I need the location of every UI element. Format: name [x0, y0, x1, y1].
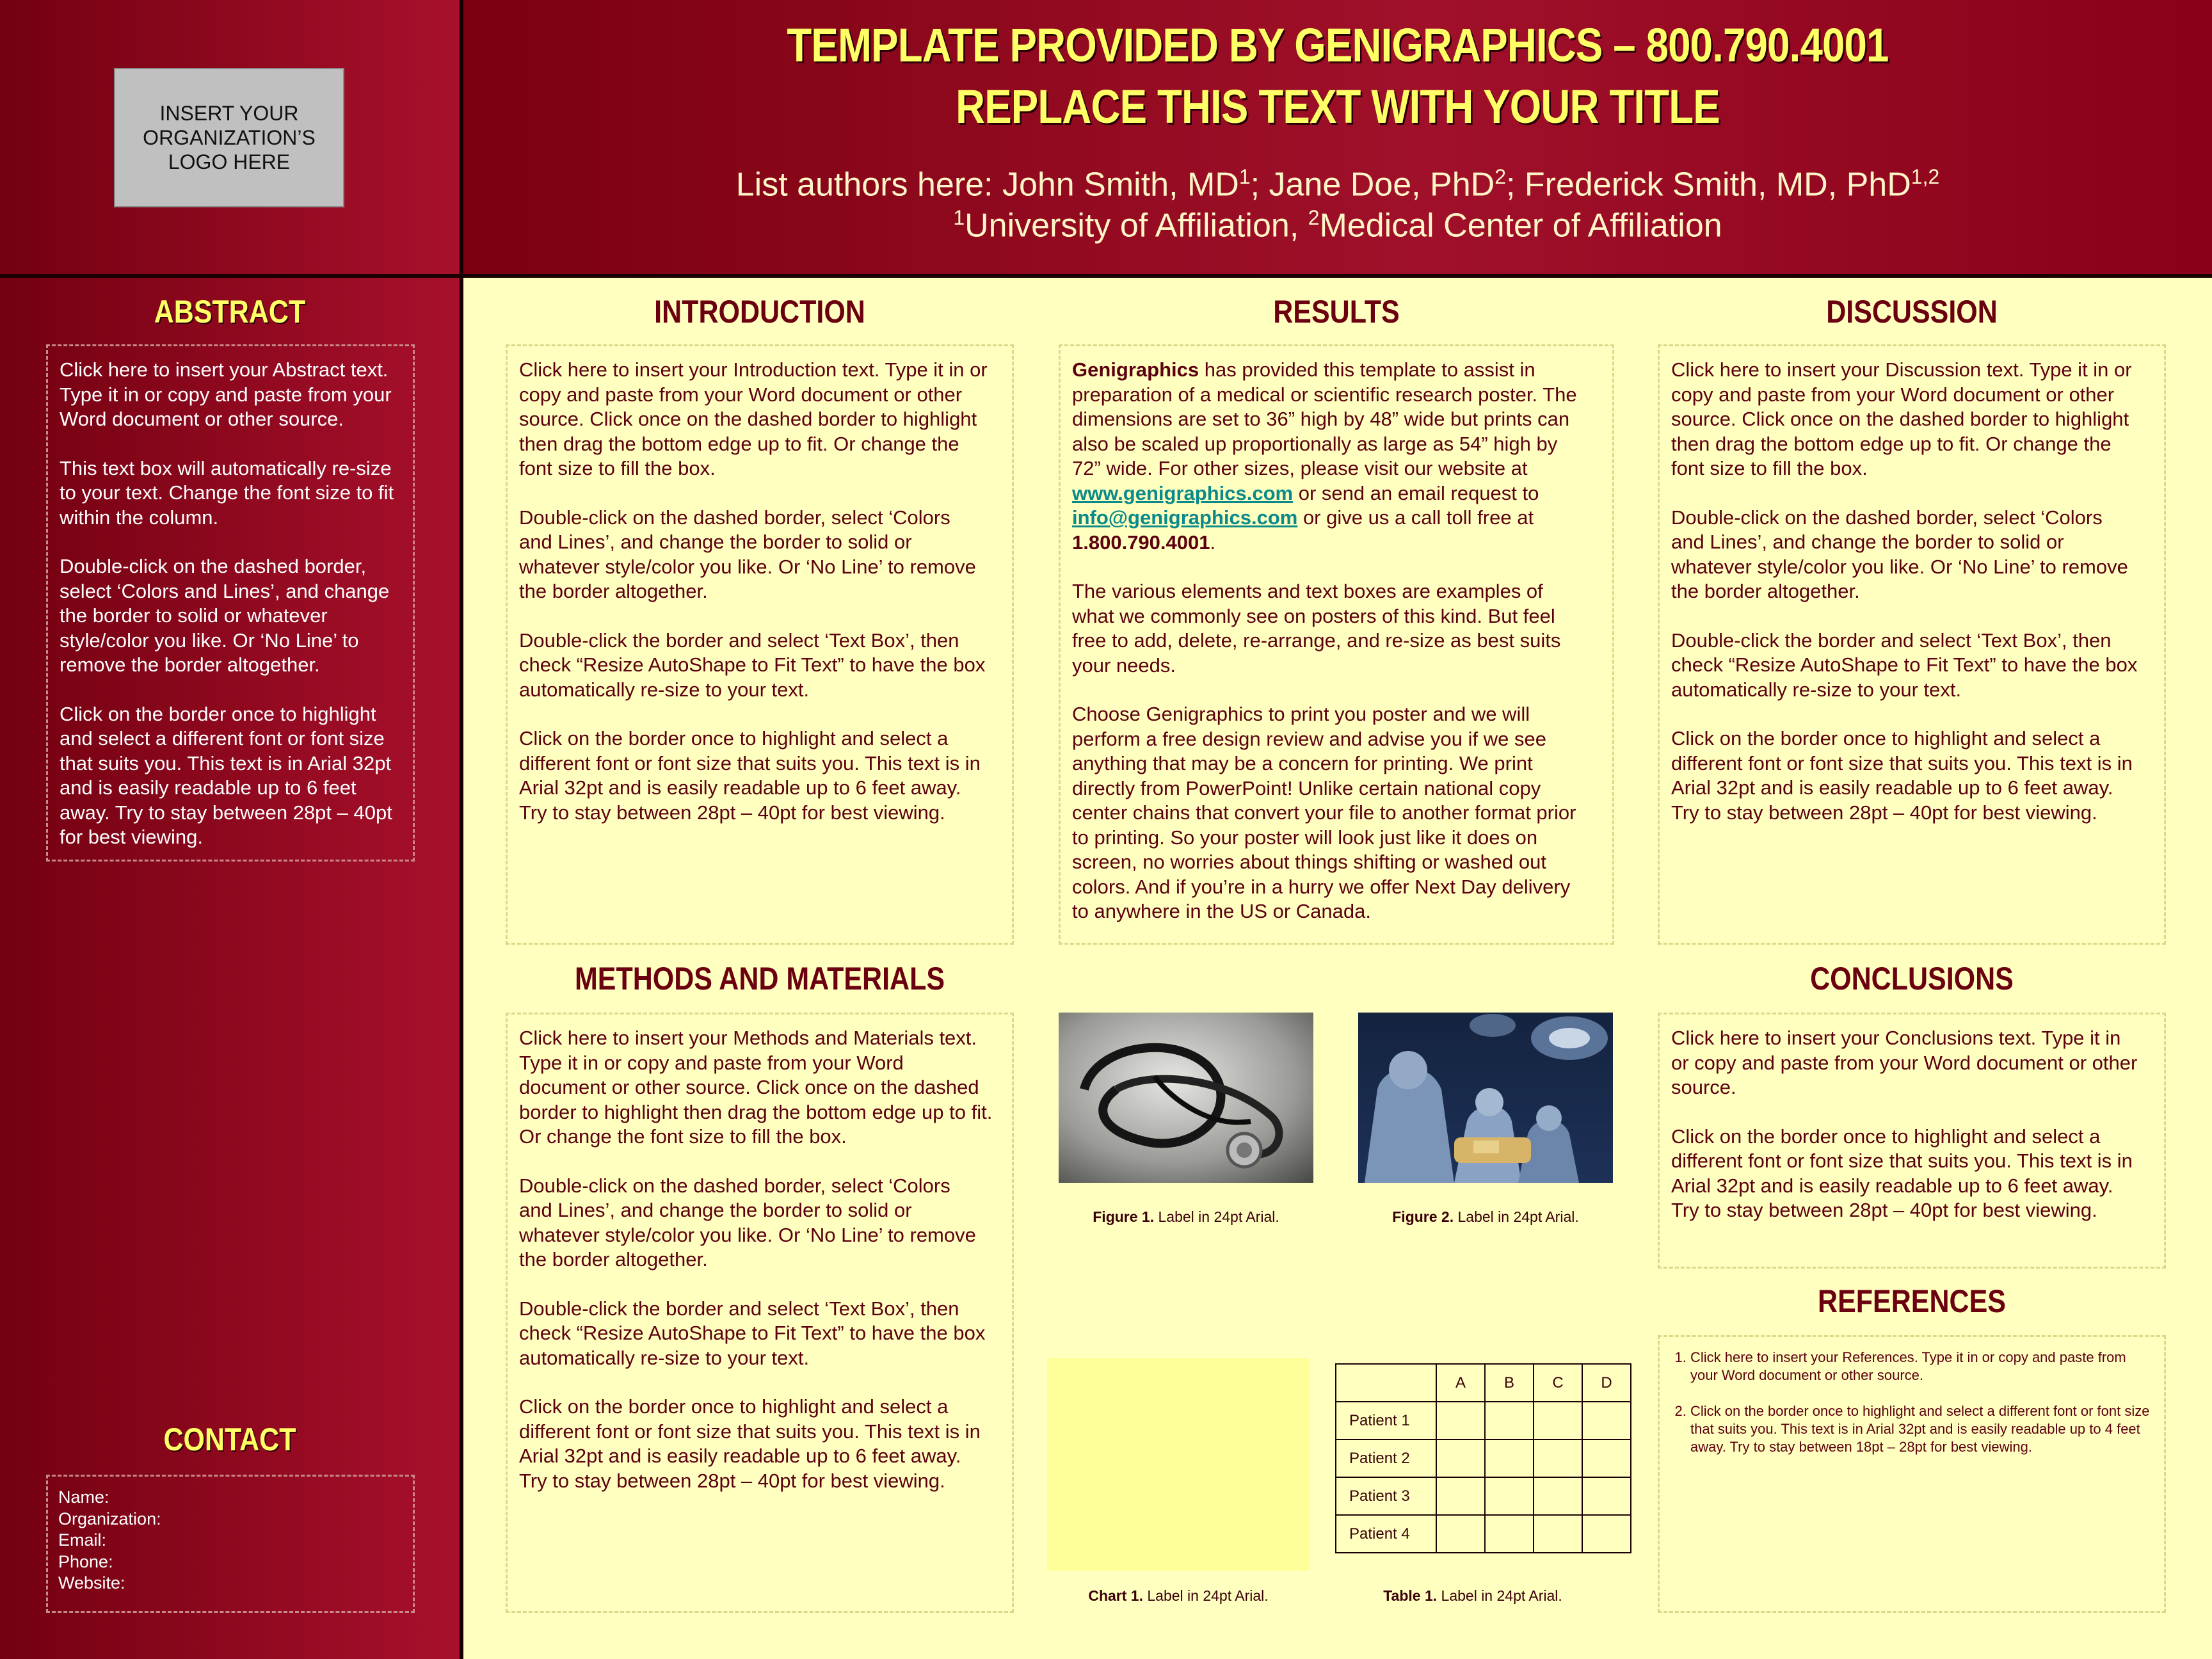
phone-number: 1.800.790.4001 — [1072, 531, 1210, 554]
introduction-paragraph: Click on the border once to highlight and select a different font or font size that suits you. This text is in Arial 32pt and is easily readable up to 6 feet away. Try to stay between 28pt – 40pt for best viewing. — [519, 727, 981, 824]
chart-1-text: Label in 24pt Arial. — [1143, 1587, 1269, 1604]
logo-placeholder-text: INSERT YOUR ORGANIZATION’S LOGO HERE — [143, 102, 316, 173]
affil-marker: 2 — [1308, 206, 1320, 229]
figure-2-text: Label in 24pt Arial. — [1454, 1208, 1579, 1225]
table-cell[interactable] — [1485, 1477, 1534, 1515]
figure-1-caption — [1059, 1208, 1313, 1226]
affil-marker: 2 — [1495, 165, 1506, 188]
discussion-textbox[interactable] — [1658, 344, 2166, 945]
introduction-paragraph: Double-click the border and select ‘Text Box’, then check “Resize AutoShape to Fit Text” to have the box automatically re-size to your text. — [519, 629, 986, 701]
authors-text: List authors here: John Smith, MD — [735, 166, 1239, 204]
website-link[interactable]: www.genigraphics.com — [1072, 481, 1294, 504]
table-cell[interactable] — [1436, 1402, 1485, 1439]
discussion-heading: DISCUSSION — [1826, 294, 1998, 330]
email-link[interactable]: info@genigraphics.com — [1072, 506, 1298, 529]
table-cell[interactable] — [1534, 1477, 1582, 1515]
results-paragraph-3: Choose Genigraphics to print you poster and we will perform a free design review and advise you if we see anything that may be a concern for printing. We print directly from PowerPoint! Unlike certain national copy center chains that convert your file to another format prior to printing. So your poster will look just like it does on screen, no worries about things shifting or washed out colors. And if you’re in a hurry we offer Next Day delivery to anywhere in the US or Canada. — [1072, 703, 1576, 922]
affiliations-line[interactable] — [463, 206, 2212, 244]
references-list — [1671, 1349, 2152, 1456]
conclusions-paragraph: Click here to insert your Conclusions text. Type it in or copy and paste from your Word document or other source. — [1671, 1027, 2138, 1098]
table-corner-cell — [1336, 1364, 1436, 1402]
table-column-header: A — [1436, 1364, 1485, 1402]
abstract-paragraph: Click on the border once to highlight and select a different font or font size that suits you. This text is in Arial 32pt and is easily readable up to 6 feet away. Try to stay between 28pt – 40pt for best viewing. — [60, 702, 392, 848]
header-divider — [0, 274, 2212, 278]
authors-text: ; Jane Doe, PhD — [1250, 166, 1495, 204]
conclusions-paragraph: Click on the border once to highlight and select a different font or font size that suits you. This text is in Arial 32pt and is easily readable up to 6 feet away. Try to stay between 28pt – 40pt for best viewing. — [1671, 1125, 2133, 1221]
results-text: or give us a call toll free at — [1302, 506, 1534, 529]
results-text: or send an email request to — [1298, 481, 1539, 504]
chart-1-caption — [1047, 1587, 1310, 1605]
table-row — [1336, 1515, 1631, 1553]
discussion-paragraph: Click on the border once to highlight and select a different font or font size that suits you. This text is in Arial 32pt and is easily readable up to 6 feet away. Try to stay between 28pt – 40pt for best viewing. — [1671, 727, 2133, 824]
table-cell[interactable] — [1485, 1402, 1534, 1439]
discussion-paragraph: Double-click the border and select ‘Text Box’, then check “Resize AutoShape to Fit Text” to have the box automatically re-size to your text. — [1671, 629, 2138, 701]
table-cell[interactable] — [1582, 1402, 1631, 1439]
methods-paragraph: Double-click the border and select ‘Text Box’, then check “Resize AutoShape to Fit Text” to have the box automatically re-size to your text. — [519, 1297, 986, 1369]
affil-marker: 1 — [953, 206, 965, 229]
table-cell[interactable] — [1485, 1515, 1534, 1553]
poster-title-line-2[interactable]: REPLACE THIS TEXT WITH YOUR TITLE — [956, 80, 1720, 133]
chart-1-label: Chart 1. — [1088, 1587, 1143, 1604]
contact-phone-label: Phone: — [58, 1551, 113, 1571]
table-row-header: Patient 3 — [1336, 1477, 1436, 1515]
table-cell[interactable] — [1582, 1477, 1631, 1515]
table-1-caption — [1335, 1587, 1610, 1605]
conclusions-textbox[interactable] — [1658, 1013, 2166, 1269]
contact-website-label: Website: — [58, 1573, 125, 1592]
contact-email-label: Email: — [58, 1530, 107, 1550]
results-paragraph-1 — [1072, 358, 1601, 555]
table-cell[interactable] — [1485, 1439, 1534, 1477]
table-row-header: Patient 4 — [1336, 1515, 1436, 1553]
table-row-header: Patient 2 — [1336, 1439, 1436, 1477]
data-table-wrapper — [1335, 1363, 1631, 1553]
discussion-paragraph: Click here to insert your Discussion text. Type it in or copy and paste from your Word document or other source. Click once on the dashed border to highlight then drag the bottom edge up to fit. Or change the font size to fill the box. — [1671, 358, 2132, 479]
results-textbox[interactable] — [1059, 344, 1614, 945]
table-1-label: Table 1. — [1383, 1587, 1438, 1604]
contact-name-label: Name: — [58, 1487, 109, 1507]
genigraphics-bold: Genigraphics — [1072, 358, 1199, 381]
stethoscope-image — [1059, 1013, 1313, 1183]
results-paragraph-2: The various elements and text boxes are examples of what we commonly see on posters of this kind. But feel free to add, delete, re-arrange, and re-size as best suits your needs. — [1072, 580, 1561, 677]
table-cell[interactable] — [1534, 1439, 1582, 1477]
chart-placeholder[interactable] — [1047, 1358, 1310, 1571]
discussion-paragraph: Double-click on the dashed border, select ‘Colors and Lines’, and change the border to solid or whatever style/color you like. Or ‘No Line’ to remove the border altogether. — [1671, 506, 2128, 602]
conclusions-heading: CONCLUSIONS — [1810, 961, 2014, 997]
table-column-header: D — [1582, 1364, 1631, 1402]
sidebar-divider — [460, 0, 463, 1659]
table-row — [1336, 1439, 1631, 1477]
table-column-header: B — [1485, 1364, 1534, 1402]
figure-2-caption — [1358, 1208, 1613, 1226]
data-table[interactable] — [1335, 1363, 1631, 1553]
references-textbox[interactable] — [1658, 1335, 2166, 1613]
table-1-text: Label in 24pt Arial. — [1437, 1587, 1562, 1604]
table-row — [1336, 1477, 1631, 1515]
table-cell[interactable] — [1534, 1402, 1582, 1439]
abstract-paragraph: Click here to insert your Abstract text. Type it in or copy and paste from your Word document or other source. — [60, 358, 392, 430]
table-cell[interactable] — [1582, 1439, 1631, 1477]
references-heading: REFERENCES — [1818, 1283, 2006, 1319]
introduction-heading: INTRODUCTION — [654, 294, 865, 330]
affil-text: University of Affiliation, — [965, 207, 1308, 244]
table-cell[interactable] — [1436, 1477, 1485, 1515]
table-row-header: Patient 1 — [1336, 1402, 1436, 1439]
surgery-image — [1358, 1013, 1613, 1183]
methods-paragraph: Click here to insert your Methods and Materials text. Type it in or copy and paste from your Word document or other source. Click once on the dashed border to highlight then drag the bottom edge up to fit. Or change the font size to fill the box. — [519, 1027, 993, 1148]
results-heading: RESULTS — [1273, 294, 1400, 330]
figure-2-label: Figure 2. — [1392, 1208, 1454, 1225]
affil-text: Medical Center of Affiliation — [1319, 207, 1722, 244]
table-cell[interactable] — [1582, 1515, 1631, 1553]
results-text: has provided this template to assist in preparation of a medical or scientific research poster. The dimensions are set to 36” high by 48” wide but prints can also be scaled up proportionally as large as 54” high by 72” wide. For other sizes, please visit our website at — [1072, 358, 1577, 479]
reference-item: 1. Click here to insert your References. Type it in or copy and paste from your Word document or other source. — [1690, 1349, 2152, 1384]
logo-placeholder[interactable] — [114, 68, 344, 207]
figure-1-text: Label in 24pt Arial. — [1154, 1208, 1279, 1225]
contact-organization-label: Organization: — [58, 1509, 161, 1528]
table-header-row — [1336, 1364, 1631, 1402]
methods-paragraph: Double-click on the dashed border, select ‘Colors and Lines’, and change the border to solid or whatever style/color you like. Or ‘No Line’ to remove the border altogether. — [519, 1174, 976, 1270]
abstract-paragraph: This text box will automatically re-size to your text. Change the font size to fit within the column. — [60, 456, 394, 529]
contact-textbox[interactable] — [46, 1475, 415, 1613]
abstract-textbox[interactable] — [46, 344, 415, 862]
contact-heading: CONTACT — [163, 1422, 296, 1457]
reference-item: 2. Click on the border once to highlight and select a different font or font size that suits you. This text is in Arial 32pt and is easily readable up to 4 feet away. Try to stay between 18pt – 28pt for best viewing. — [1690, 1402, 2152, 1456]
affil-marker: 1 — [1238, 165, 1251, 188]
results-text: . — [1210, 531, 1216, 554]
figure-1-label: Figure 1. — [1093, 1208, 1155, 1225]
table-cell[interactable] — [1534, 1515, 1582, 1553]
methods-paragraph: Click on the border once to highlight and select a different font or font size that suits you. This text is in Arial 32pt and is easily readable up to 6 feet away. Try to stay between 28pt – 40pt for best viewing. — [519, 1395, 981, 1492]
methods-heading: METHODS AND MATERIALS — [574, 961, 945, 997]
abstract-heading: ABSTRACT — [154, 294, 306, 330]
authors-text: ; Frederick Smith, MD, PhD — [1505, 166, 1911, 204]
introduction-textbox[interactable] — [506, 344, 1014, 945]
authors-line[interactable] — [463, 165, 2212, 204]
introduction-paragraph: Double-click on the dashed border, select ‘Colors and Lines’, and change the border to solid or whatever style/color you like. Or ‘No Line’ to remove the border altogether. — [519, 506, 976, 602]
abstract-paragraph: Double-click on the dashed border, select ‘Colors and Lines’, and change the border to solid or whatever style/color you like. Or ‘No Line’ to remove the border altogether. — [60, 555, 390, 676]
table-row — [1336, 1402, 1631, 1439]
table-cell[interactable] — [1436, 1515, 1485, 1553]
table-column-header: C — [1534, 1364, 1582, 1402]
surgery-photo[interactable] — [1358, 1013, 1613, 1183]
affil-marker: 1,2 — [1911, 165, 1940, 188]
methods-textbox[interactable] — [506, 1013, 1014, 1613]
poster-title-line-1[interactable]: TEMPLATE PROVIDED BY GENIGRAPHICS – 800.790.4001 — [787, 19, 1889, 72]
introduction-paragraph: Click here to insert your Introduction text. Type it in or copy and paste from your Word document or other source. Click once on the dashed border to highlight then drag the bottom edge up to fit. Or change the font size to fill the box. — [519, 358, 988, 479]
table-cell[interactable] — [1436, 1439, 1485, 1477]
stethoscope-photo[interactable] — [1059, 1013, 1313, 1183]
